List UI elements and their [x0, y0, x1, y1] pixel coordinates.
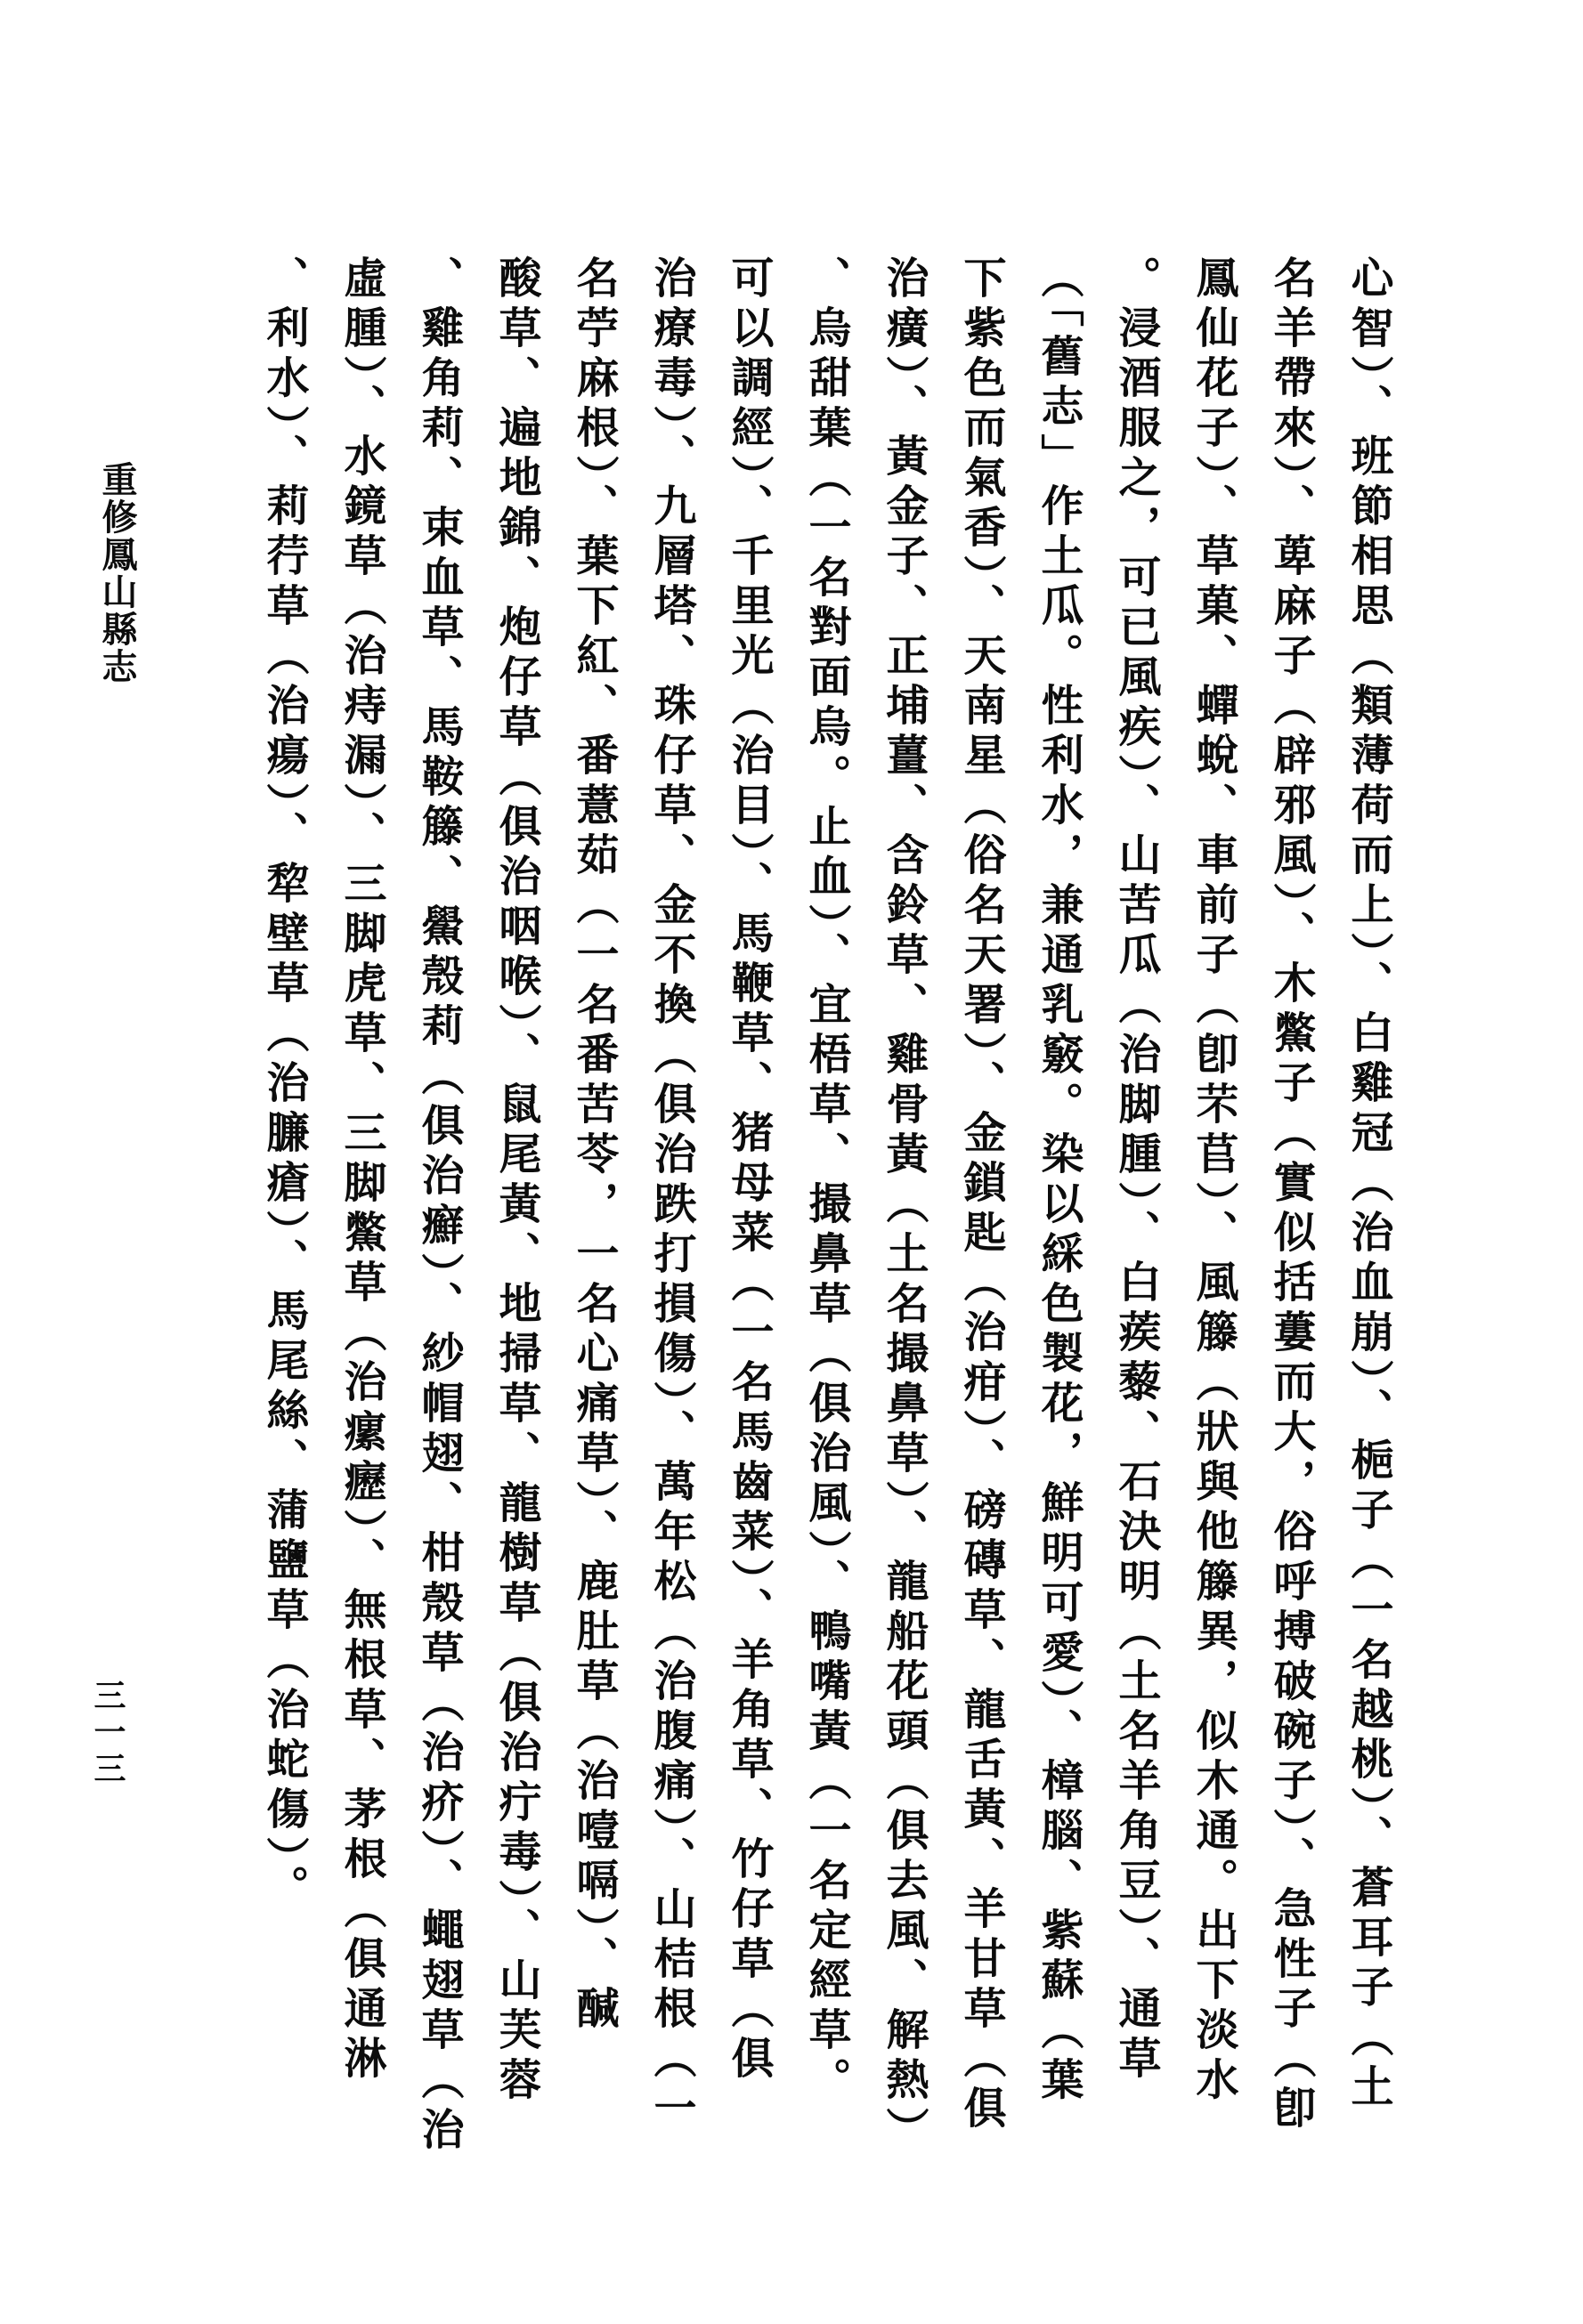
text-column-10: 治療毒）、九層塔、珠仔草、金不換（俱治跌打損傷）、萬年松（治腹痛）、山桔根（一 — [646, 255, 696, 2135]
text-column-7: 治癀）、黃金子、正埔薑、含鈴草、雞骨黃（土名撮鼻草）、龍船花頭（俱去風、解熱） — [879, 255, 929, 2157]
text-column-9: 可以調經）、千里光（治目）、馬鞭草、猪母菜（一名馬齒菜）、羊角草、竹仔草（俱 — [724, 255, 774, 2085]
text-column-4: 。浸酒服之，可已風疾）、山苦瓜（治脚腫）、白蒺藜、石決明（土名羊角豆）、通草 — [1111, 255, 1161, 2085]
text-block — [245, 255, 1407, 2218]
text-column-12: 酸草、遍地錦、炮仔草（俱治咽喉）、鼠尾黃、地掃草、龍樹草（俱治疔毒）、山芙蓉 — [491, 255, 541, 2107]
book-margin-title: 重修鳳山縣志 — [96, 461, 138, 685]
text-column-6: 下紫色而氣香）、天南星（俗名天署）、金鎖匙（治疳）、磅磚草、龍舌黃、羊甘草（俱 — [956, 255, 1006, 2135]
text-column-8: 、烏甜葉（一名對面烏。止血）、宜梧草、撮鼻草（俱治風）、鴨嘴黃（一名定經草。 — [801, 255, 851, 2107]
text-column-11: 名苧麻根）、葉下紅、番薏茹（一名番苦苓，一名心痛草）、鹿肚草（治噎嗝）、醎 — [569, 255, 619, 2036]
page-number: 三一三 — [89, 1679, 126, 1788]
text-column-3: 鳳仙花子）、草菓、蟬蛻、車前子（卽芣苢）、風籐（狀與他籐異，似木通。出下淡水 — [1189, 255, 1238, 2107]
text-column-15: 、利水）、莉荇草（治瘍）、犂壁草（治臁瘡）、馬尾絲、蒲鹽草（治蛇傷）。 — [259, 255, 309, 1915]
text-column-5: （「舊志」作土瓜。性利水，兼通乳竅。染以綵色製花，鮮明可愛）、樟腦、紫蘇（葉 — [1034, 255, 1084, 2107]
text-column-13: 、雞角莉、束血草、馬鞍籐、鱟殼莉（俱治癬）、紗帽翅、柑殼草（治疥）、蠅翅草（治 — [414, 255, 464, 2157]
text-column-2: 名羊帶來）、萆麻子（辟邪風）、木鱉子（實似括蔞而大，俗呼搏破碗子）、急性子（卽 — [1266, 255, 1316, 2135]
text-column-1: 心智）、班節相思（類薄荷而上）、白雞冠（治血崩）、梔子（一名越桃）、蒼耳子（土 — [1344, 255, 1393, 2114]
text-column-14: 虛腫）、水鏡草（治痔漏）、三脚虎草、三脚鱉草（治瘰癧）、無根草、茅根（俱通淋 — [337, 255, 386, 2085]
